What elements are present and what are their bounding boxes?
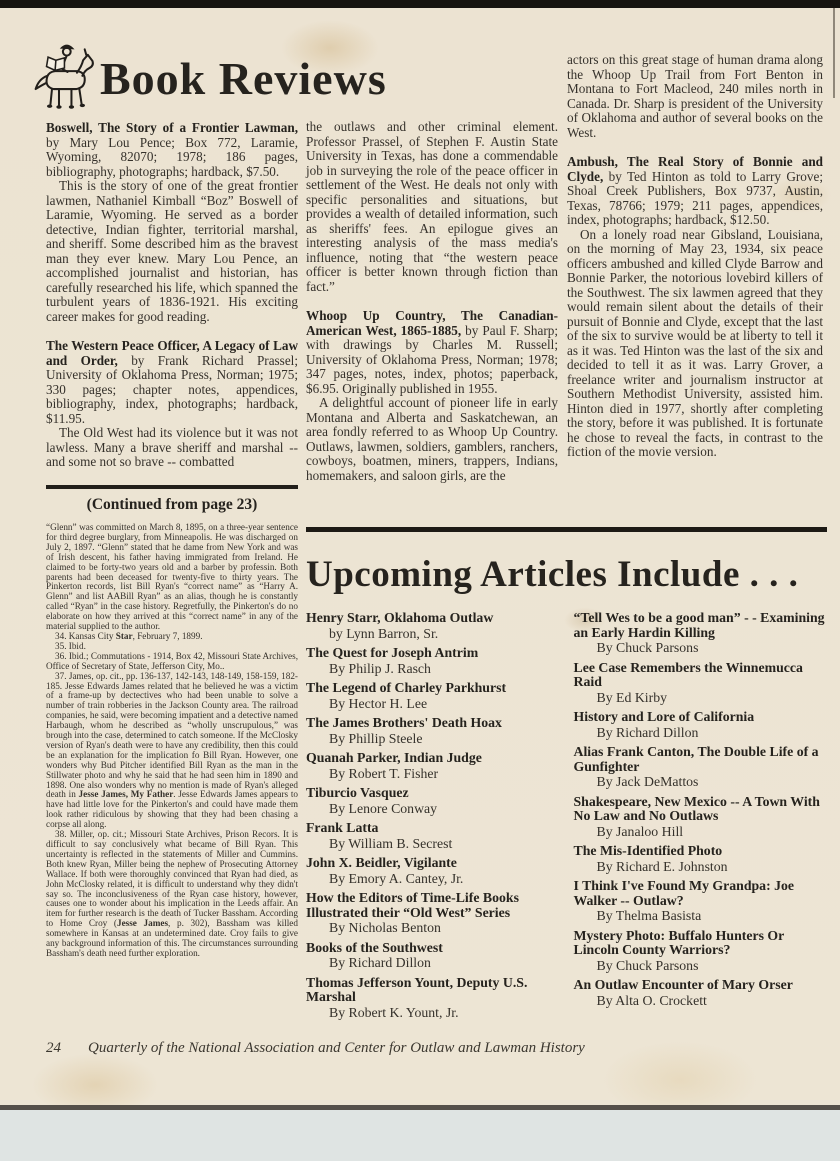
article-title: History and Lore of California — [573, 709, 755, 724]
article-author: By Chuck Parsons — [596, 957, 699, 973]
article-item — [306, 891, 560, 936]
review-ambush — [567, 155, 823, 460]
article-item — [306, 646, 560, 676]
article-title: Henry Starr, Oklahoma Outlaw — [306, 610, 494, 625]
article-author: By Janaloo Hill — [596, 823, 684, 839]
article-author: By Phillip Steele — [329, 730, 423, 746]
review-continuation — [306, 120, 558, 294]
article-author: By Robert K. Yount, Jr. — [329, 1004, 459, 1020]
article-author: By Richard E. Johnston — [596, 858, 728, 874]
review-paragraph: actors on this great stage of human drama along the Whoop Up Trail from Fort Benton in Montana to Fort Macleod, 240 miles north in Canada. Dr. Sharp is president of the University of Oklahoma and author of several books on the West. — [567, 52, 823, 140]
upcoming-heading: Upcoming Articles Include . . . — [306, 554, 799, 595]
review-title: Boswell, The Story of a Frontier Lawman, — [46, 120, 298, 135]
review-boswell — [46, 121, 298, 324]
page-footer — [46, 1040, 585, 1057]
footnote-bold-text: Star — [115, 630, 133, 641]
article-item — [574, 661, 828, 706]
footnote-bold-text: Jesse James — [116, 918, 169, 929]
article-item — [574, 844, 828, 874]
article-title: John X. Beidler, Vigilante — [306, 855, 457, 870]
article-item — [306, 976, 560, 1021]
page-title: Book Reviews — [100, 53, 387, 104]
footnote-text: 35. Ibid. — [55, 640, 86, 651]
page-top-edge — [0, 0, 840, 8]
footnote-bold-text: Jesse James, My Father — [78, 789, 174, 800]
article-title: Frank Latta — [306, 820, 379, 835]
column-left — [46, 121, 298, 959]
article-item — [306, 856, 560, 886]
footnote-text: , February 7, 1899. — [132, 630, 203, 641]
upcoming-list-right — [574, 611, 828, 1025]
footnote-text: . Jesse Edwards James appears to have had little love for the Pinkerton's and could have made them look rather ridiculous by showing that they had been chasing a corpse all along. — [46, 789, 298, 830]
article-item — [306, 821, 560, 851]
article-item — [306, 941, 560, 971]
article-item — [306, 611, 560, 641]
article-title: The Legend of Charley Parkhurst — [306, 680, 507, 695]
footnote — [46, 652, 298, 672]
footnote-text: , p. 302), Bassham was killed somewhere in Kansas at an undetermined date. Croy fails to give any background information of this. The circumstances surrounding Bassham's death need further exploration. — [46, 918, 298, 958]
article-author: By Ed Kirby — [596, 689, 668, 705]
article-title: The James Brothers' Death Hoax — [306, 715, 502, 730]
footnote — [46, 672, 298, 831]
article-author: By Lenore Conway — [329, 800, 438, 816]
upcoming-articles-box — [306, 527, 827, 1025]
article-item — [574, 929, 828, 974]
article-title: Mystery Photo: Buffalo Hunters Or Lincoln County Warriors? — [573, 927, 785, 957]
article-item — [574, 611, 828, 656]
article-title: Shakespeare, New Mexico -- A Town With No Law and No Outlaws — [573, 793, 820, 823]
review-title: The Western Peace Officer, A Legacy of Law and Order, — [46, 338, 298, 368]
article-item — [306, 786, 560, 816]
review-title: Whoop Up Country, The Canadian-American West, 1865-1885, — [306, 308, 558, 338]
article-title: I Think I've Found My Grandpa: Joe Walker -- Outlaw? — [573, 878, 795, 908]
article-item — [574, 745, 828, 790]
article-author: By Richard Dillon — [596, 724, 699, 740]
column-middle — [306, 120, 558, 498]
article-title: The Quest for Joseph Antrim — [306, 645, 479, 660]
article-item — [306, 751, 560, 781]
upcoming-columns — [306, 611, 827, 1025]
divider-rule — [46, 485, 298, 489]
footnote-text: 36. Ibid.; Commutations - 1914, Box 42, Missouri State Archives, Office of Secretary of State, Jefferson City, Mo.. — [46, 650, 298, 671]
continued-from-heading: (Continued from page 23) — [86, 495, 258, 513]
article-item — [574, 978, 828, 1008]
upcoming-list-left — [306, 611, 560, 1025]
article-title: The Mis-Identified Photo — [573, 843, 723, 858]
article-author: By Chuck Parsons — [596, 640, 699, 655]
article-author: By Richard Dillon — [329, 955, 431, 970]
article-author: By Alta O. Crockett — [596, 992, 707, 1008]
footnote-text: 38. Miller, op. cit.; Missouri State Archives, Prison Recors. It is difficult to say conclusively what became of Bill Ryan. This uncertainty is reflected in the statements of Miller and Cummins. Both knew Ryan, Miller being the nephew of Prosecuting Attorney Wallace. If both were thoroughly convinced that Ryan had died, as John McClosky related, it is difficult to understand why they didn't say so. The inconclusiveness of the Ryan case history, however, causes one to wonder about his implication in the Leeds affair. An item for further research is the death of Tucker Bassham. According to Home Croy ( — [46, 829, 298, 929]
article-title: Books of the Southwest — [306, 939, 443, 955]
article-author: by Lynn Barron, Sr. — [329, 625, 439, 641]
article-item — [574, 795, 828, 840]
article-item — [574, 710, 828, 740]
review-citation: by Ted Hinton as told to Larry Grove; Shoal Creek Publishers, Box 9737, Austin, Texas, 78766; 1979; 211 pages, appendices, index, photographs; hardback, $12.50. — [567, 168, 823, 227]
review-paragraph: On a lonely road near Gibsland, Louisiana, on the morning of May 23, 1934, six peace officers ambushed and killed Clyde Barrow and Bonnie Parker, the notorious lovebird killers of the Southwest. The six lawmen agreed that they would remain silent about the details of their pursuit of Bonnie and Clyde, except that the last of the six to survive would be at liberty to tell it as it was. Ted Hinton was the last of the six and decided to tell it as it was. Larry Grover, a freelance writer and journalism instructor at Southern Methodist University, assisted him. Hinton died in 1977, shortly after completing the story, before it was published. It is fortunate he chose to reveal the facts, in contrast to the fiction of the movie version. — [567, 226, 823, 459]
footnote-text: 37. James, op. cit., pp. 136-137, 142-143, 148-149, 158-159, 182-185. Jesse Edwards James related that he believed he was a victim of a frame-up by dectectives who had been unable to solve a number of train robberies in the Jackson County area. The railroad companies, he said, were becoming impatient and a detective named Harbaugh, whom he described as “wholly unscrupulous,” was brough into the case, determined to catch someone. If the McClosky version of Ryan's death were to have any credibility, then this could be an explanation for the implication fo Bill Ryan. However, one wonders why Bud Pitcher identified Bill Ryan as the man in the Stillwater photo and why he said that he had seen him in 1890 and 1898. One also wonders why no mention is made of Ryan's alleged death in — [46, 670, 298, 800]
review-title: Ambush, The Real Story of Bonnie and Clyde, — [567, 154, 823, 184]
footnotes-block — [46, 523, 298, 959]
article-title: Alias Frank Canton, The Double Life of a Gunfighter — [573, 744, 819, 774]
footer-text: Quarterly of the National Association and Center for Outlaw and Lawman History — [88, 1040, 585, 1056]
review-paragraph: the outlaws and other criminal element. Professor Prassel, of Stephen F. Austin State University in Texas, has done a commendable job in surveying the role of the peace officer in settlement of the West. He deals not only with specific personalities and situations, but provides a wealth of detailed information, such as sheriffs' fees. An epilogue gives an interesting analysis of the mass media's influence, noting that “the western peace officer is better known through fiction than fact.” — [306, 119, 558, 294]
article-author: By Emory A. Cantey, Jr. — [329, 870, 464, 886]
article-author: By Hector H. Lee — [329, 695, 428, 711]
article-item — [306, 681, 560, 711]
article-title: Thomas Jefferson Yount, Deputy U.S. Marshal — [306, 974, 528, 1004]
article-title: An Outlaw Encounter of Mary Orser — [573, 977, 793, 992]
cowboy-reading-on-horseback-icon — [28, 40, 104, 114]
footnote-text: “Glenn” was committed on March 8, 1895, on a three-year sentence for third degree burglary, from Minneapolis. He was discharged on July 2, 1897. “Glenn” stated that he dame from New York and was of Irish descent, his father having immigrated from Ireland. He claimed to be forty-two years old and a barber by professin. Both parents had been deceased for twenty-five to thirty years. The Pinkerton records, list Bill Ryan's “correct name” as “Harry A. Glenn” and list AABill Ryan” as an alias, though he is constantly called “Ryan” in the case history. Regretfully, the Pinkerton's do no elaborate on how they arrived at this “correct name” in any of the material supplied to the author. — [46, 522, 298, 632]
review-paragraph: A delightful account of pioneer life in early Montana and Alberta and Saskatchewan, an area fondly referred to as Whoop Up Country. Outlaws, lawmen, soldiers, gamblers, ranchers, cowboys, boatmen, miners, trappers, Indians, homemakers, and saloon girls, are the — [306, 395, 558, 483]
page-right-edge — [833, 8, 835, 98]
article-author: By Philip J. Rasch — [329, 660, 431, 676]
article-title: Tiburcio Vasquez — [306, 785, 409, 800]
page-number: 24 — [46, 1040, 61, 1056]
footnote — [46, 830, 298, 959]
article-title: Quanah Parker, Indian Judge — [306, 750, 482, 765]
article-item — [574, 879, 828, 924]
article-author: By Robert T. Fisher — [329, 765, 439, 781]
review-western-peace-officer — [46, 339, 298, 470]
review-citation: by Paul F. Sharp; with drawings by Charles M. Russell; University of Oklahoma Press, Norman; 1978; 347 pages, notes, index, photos; paperback, $6.95. Originally published in 1955. — [306, 322, 559, 396]
article-author: By Jack DeMattos — [596, 774, 699, 789]
review-whoop-up-country — [306, 309, 558, 483]
article-item — [306, 716, 560, 746]
footnote-text: 34. Kansas City — [55, 630, 116, 641]
footnote — [46, 523, 298, 632]
article-author: By Nicholas Benton — [329, 920, 441, 935]
article-title: How the Editors of Time-Life Books Illustrated their “Old West” Series — [306, 890, 519, 920]
article-author: By Thelma Basista — [596, 908, 702, 923]
review-citation: by Mary Lou Pence; Box 772, Laramie, Wyoming, 82070; 1978; 186 pages, bibliography, photographs; hardback, $7.50. — [46, 134, 298, 179]
review-paragraph: This is the story of one of the great frontier lawmen, Nathaniel Kimball “Boz” Boswell of Laramie, Wyoming. He served as a border detective, Indian fighter, territorial marshal, and sheriff. Some described him as the bravest man they ever knew. Mary Lou Pence, an accomplished journalist and historian, has carefully researched his life, which spanned the turbulent years of 1836-1921. His exciting career makes for good reading. — [46, 178, 298, 324]
review-paragraph: The Old West had its violence but it was not lawless. Many a brave sheriff and marshal -- and some not so brave -- combatted — [46, 425, 298, 469]
column-right — [567, 53, 823, 475]
article-title: “Tell Wes to be a good man” - - Examining an Early Hardin Killing — [573, 610, 825, 640]
review-continuation — [567, 53, 823, 140]
review-citation: by Frank Richard Prassel; University of Oklahoma Press, Norman; 1975; 330 pages; chapter notes, appendices, bibliography, index, photographs; hardback, $11.95. — [46, 352, 298, 426]
article-author: By William B. Secrest — [329, 835, 453, 851]
article-title: Lee Case Remembers the Winnemucca Raid — [573, 659, 803, 689]
